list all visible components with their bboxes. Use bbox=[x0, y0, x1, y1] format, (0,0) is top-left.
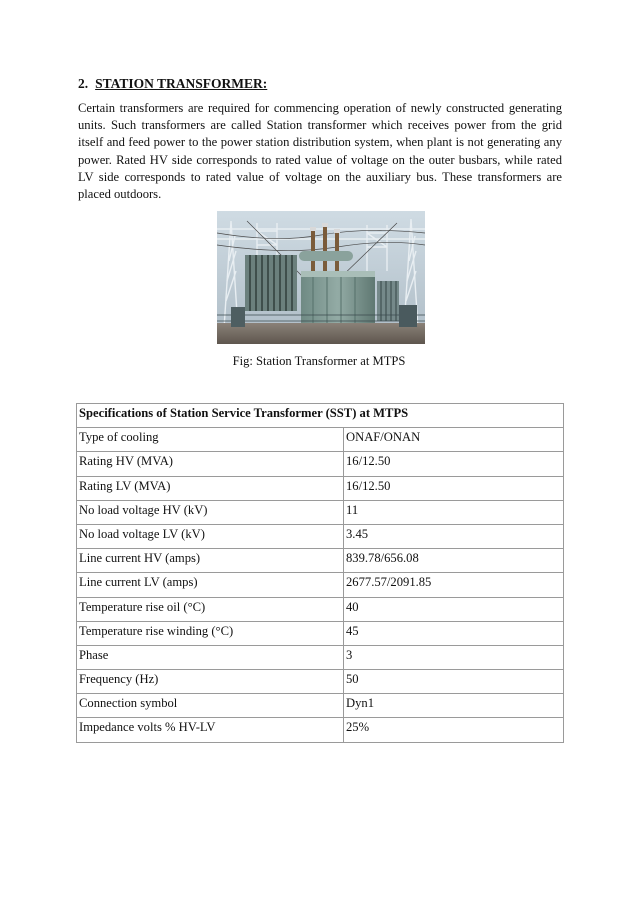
table-title: Specifications of Station Service Transformer (SST) at MTPS bbox=[77, 404, 564, 428]
spec-label: No load voltage HV (kV) bbox=[77, 500, 344, 524]
table-row bbox=[77, 694, 564, 718]
spec-value: 50 bbox=[344, 670, 564, 694]
spec-value: ONAF/ONAN bbox=[344, 428, 564, 452]
table-row bbox=[77, 718, 564, 742]
spec-label: Temperature rise oil (°C) bbox=[77, 597, 344, 621]
table-row bbox=[77, 573, 564, 597]
section-heading bbox=[78, 76, 267, 92]
table-row bbox=[77, 621, 564, 645]
spec-value: 25% bbox=[344, 718, 564, 742]
table-row bbox=[77, 524, 564, 548]
section-title: STATION TRANSFORMER: bbox=[95, 76, 268, 91]
spec-label: Rating LV (MVA) bbox=[77, 476, 344, 500]
table-row bbox=[77, 670, 564, 694]
spec-value: 40 bbox=[344, 597, 564, 621]
spec-label: Line current HV (amps) bbox=[77, 549, 344, 573]
specifications-table bbox=[76, 403, 564, 743]
table-row bbox=[77, 428, 564, 452]
table-row bbox=[77, 500, 564, 524]
section-number: 2. bbox=[78, 76, 89, 91]
spec-value: 3.45 bbox=[344, 524, 564, 548]
spec-value: 16/12.50 bbox=[344, 452, 564, 476]
spec-value: 2677.57/2091.85 bbox=[344, 573, 564, 597]
table-row bbox=[77, 645, 564, 669]
table-row bbox=[77, 597, 564, 621]
table-title-row bbox=[77, 404, 564, 428]
table-row bbox=[77, 549, 564, 573]
station-transformer-photo bbox=[217, 211, 425, 344]
spec-value: 45 bbox=[344, 621, 564, 645]
spec-value: 16/12.50 bbox=[344, 476, 564, 500]
spec-value: Dyn1 bbox=[344, 694, 564, 718]
spec-value: 3 bbox=[344, 645, 564, 669]
spec-label: Temperature rise winding (°C) bbox=[77, 621, 344, 645]
spec-label: Phase bbox=[77, 645, 344, 669]
spec-label: Line current LV (amps) bbox=[77, 573, 344, 597]
spec-label: Rating HV (MVA) bbox=[77, 452, 344, 476]
spec-label: Connection symbol bbox=[77, 694, 344, 718]
figure-caption: Fig: Station Transformer at MTPS bbox=[232, 354, 406, 368]
spec-value: 839.78/656.08 bbox=[344, 549, 564, 573]
spec-label: Impedance volts % HV-LV bbox=[77, 718, 344, 742]
spec-label: No load voltage LV (kV) bbox=[77, 524, 344, 548]
spec-label: Frequency (Hz) bbox=[77, 670, 344, 694]
table-row bbox=[77, 452, 564, 476]
spec-value: 11 bbox=[344, 500, 564, 524]
body-paragraph: Certain transformers are required for commencing operation of newly constructed generating units. Such transformers are called Station transformer which receives power from the grid itself and feed power to the power station distribution system, when plant is not generating any power. Rated HV side corresponds to rated value of voltage on the outer busbars, while rated LV side corresponds to rated value of voltage on the auxiliary bus. These transformers are placed outdoors. bbox=[78, 101, 562, 202]
spec-label: Type of cooling bbox=[77, 428, 344, 452]
table-row bbox=[77, 476, 564, 500]
